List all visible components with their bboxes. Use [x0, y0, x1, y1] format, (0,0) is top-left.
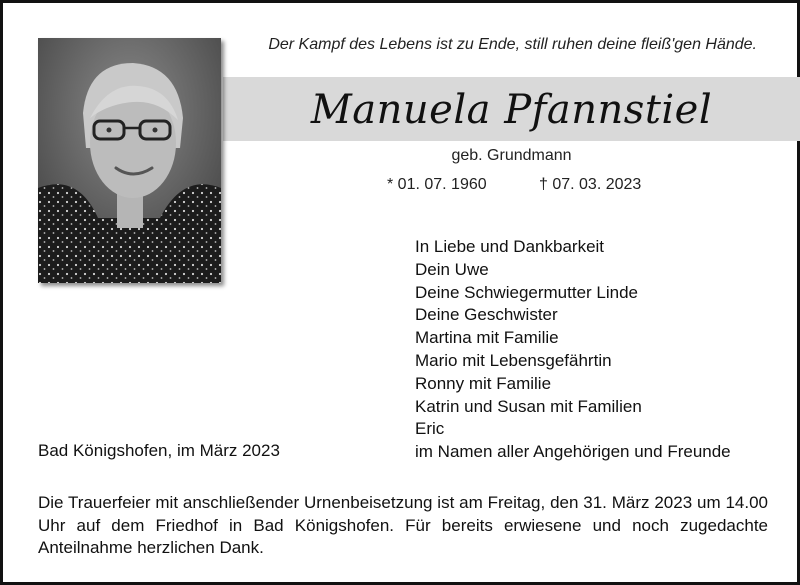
mourner-line: Dein Uwe [415, 259, 489, 279]
birth-name: geb. Grundmann [451, 147, 572, 164]
mourner-line: im Namen aller Angehörigen und Freunde [415, 442, 731, 462]
funeral-notice-text: Die Trauerfeier mit anschließender Urnenbeisetzung ist am Freitag, den 31. März 2023 um 14.00 Uhr auf dem Friedhof in Bad Königshofen. Für bereits erwiesene und noch zugedachte Anteilnahme herzlichen Dank. [38, 493, 768, 557]
place-date: Bad Königshofen, im März 2023 [38, 441, 280, 460]
mourner-line: Eric [415, 419, 445, 439]
mourner-line: Mario mit Lebensgefährtin [415, 350, 612, 370]
death-date: † 07. 03. 2023 [539, 176, 642, 193]
motto-quote: Der Kampf des Lebens ist zu Ende, still ruhen deine fleiß'gen Hände. [268, 36, 757, 53]
birth-date: * 01. 07. 1960 [387, 176, 487, 193]
mourner-line: Katrin und Susan mit Familien [415, 396, 642, 416]
mourners-list [415, 236, 731, 464]
portrait-photo [38, 38, 221, 283]
deceased-name: Manuela Pfannstiel [310, 87, 713, 133]
portrait-image [38, 38, 221, 283]
mourner-line: Deine Geschwister [415, 305, 558, 325]
mourner-line: Martina mit Familie [415, 328, 559, 348]
mourner-line: In Liebe und Dankbarkeit [415, 237, 605, 256]
mourner-line: Deine Schwiegermutter Linde [415, 282, 639, 302]
mourner-line: Ronny mit Familie [415, 373, 552, 393]
